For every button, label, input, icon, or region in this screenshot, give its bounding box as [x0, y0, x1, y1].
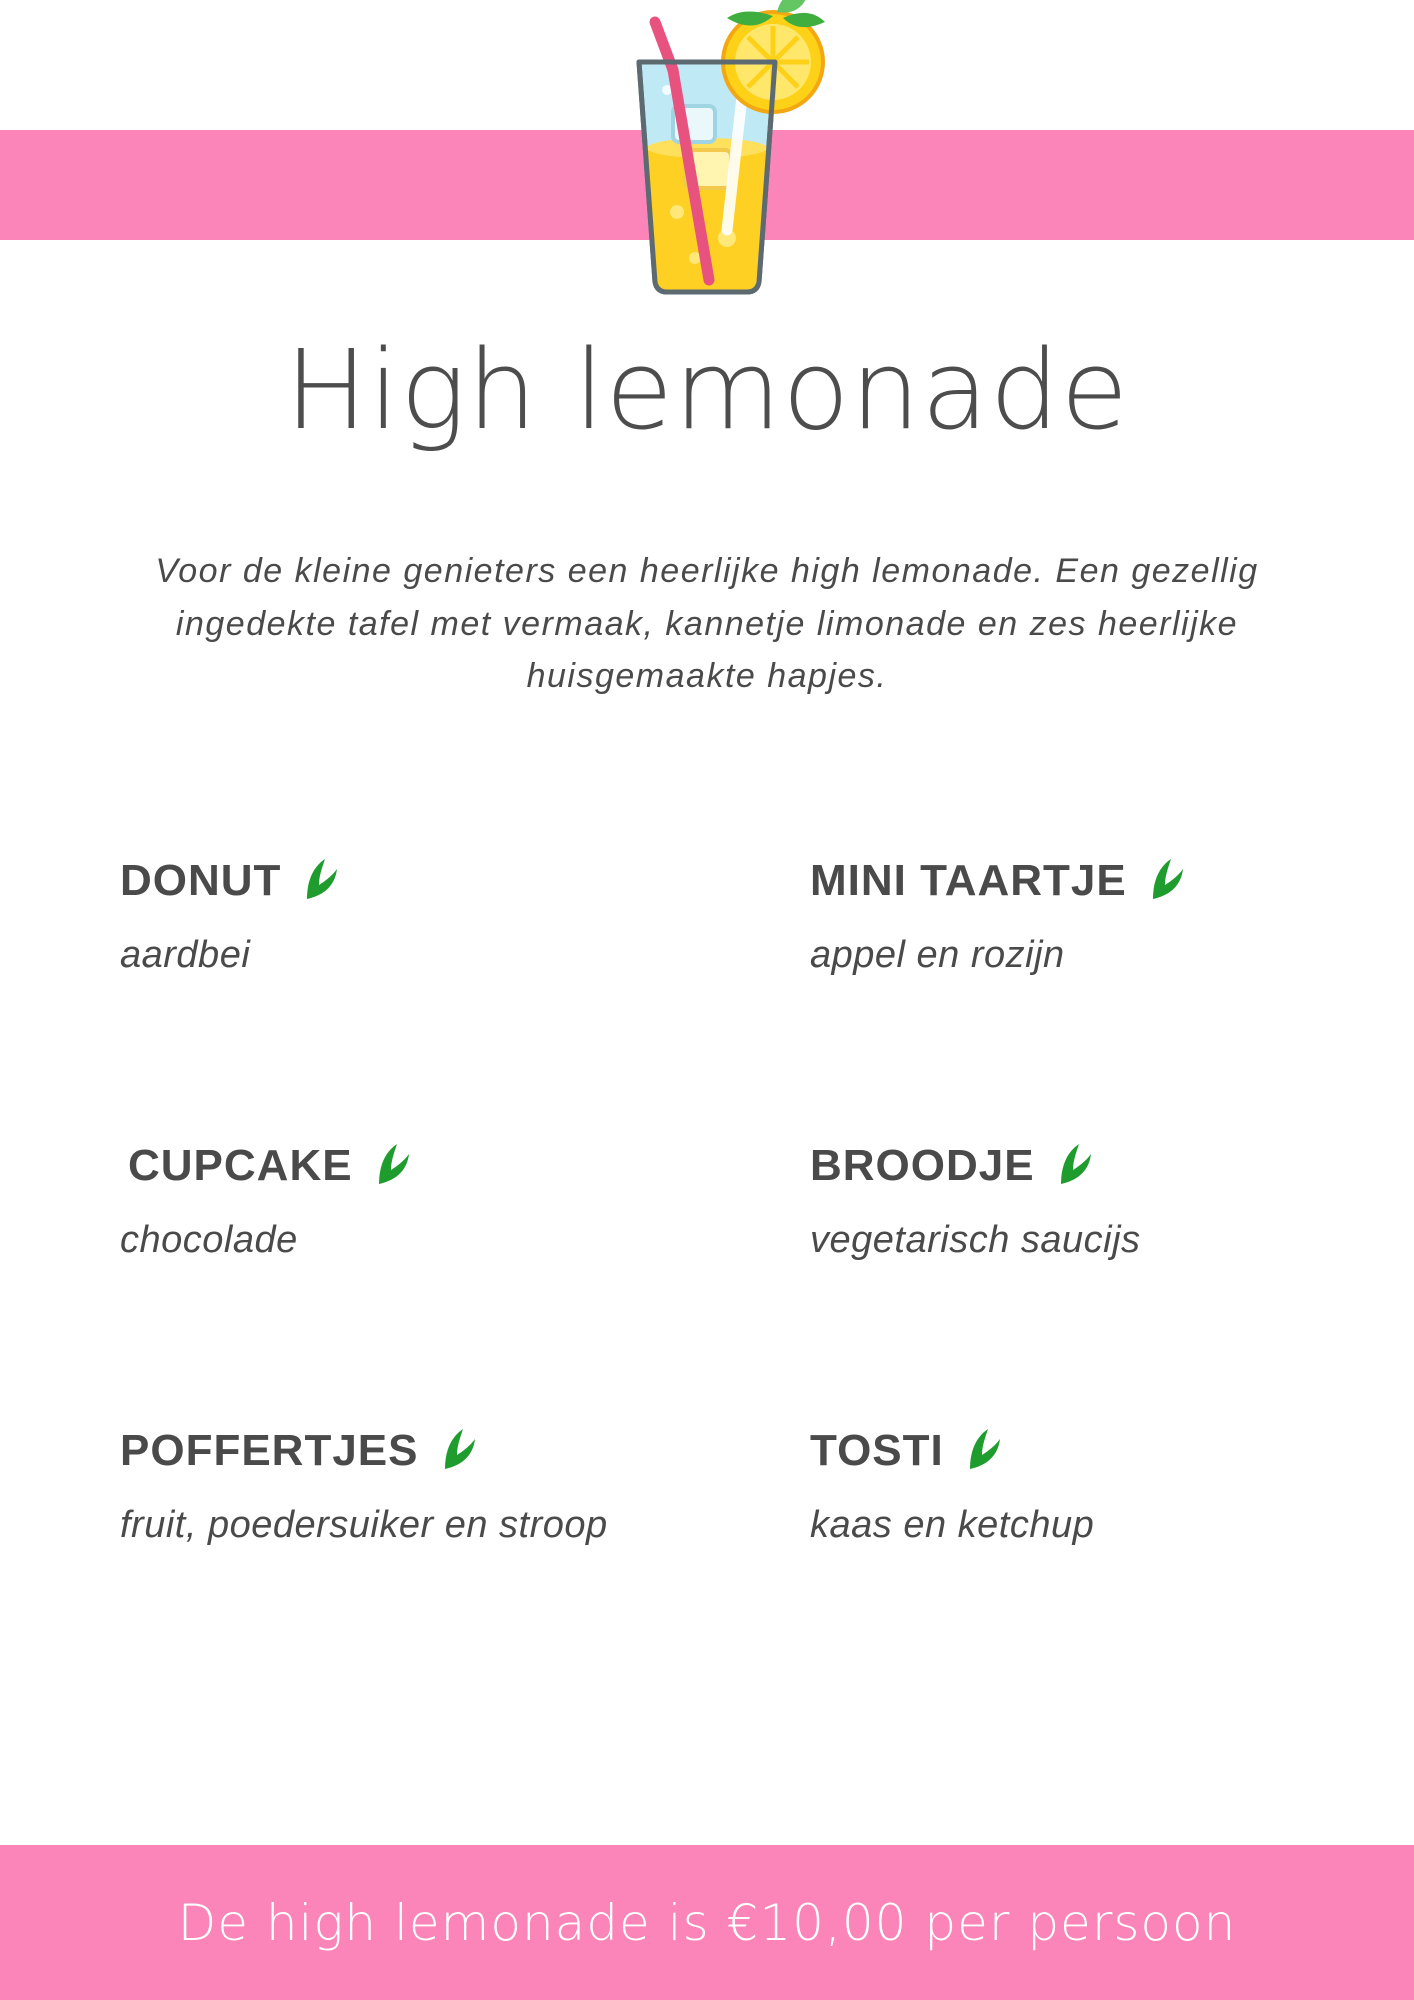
menu-item-name: DONUT: [120, 855, 282, 905]
menu-item-description: appel en rozijn: [810, 934, 1065, 976]
vegetarian-leaf-icon: [962, 1425, 1004, 1476]
vegetarian-leaf-icon: [299, 855, 341, 906]
menu-item: [120, 1425, 810, 1710]
menu-grid: [120, 855, 1300, 1710]
menu-item-description: vegetarisch saucijs: [810, 1219, 1141, 1261]
page-title: High lemonade: [284, 326, 1130, 454]
menu-item-name: BROODJE: [810, 1140, 1035, 1190]
vegetarian-leaf-icon: [437, 1425, 479, 1476]
menu-item-name: MINI TAARTJE: [810, 855, 1127, 905]
footer-price-text: De high lemonade is €10,00 per persoon: [177, 1893, 1237, 1952]
vegetarian-leaf-icon: [1145, 855, 1187, 906]
menu-item-description: chocolade: [120, 1219, 298, 1261]
menu-item: [810, 1140, 1300, 1425]
menu-item-heading: [120, 1140, 790, 1191]
menu-item-heading: [810, 1425, 1280, 1476]
menu-item-name: CUPCAKE: [128, 1140, 353, 1190]
menu-item: [810, 855, 1300, 1140]
intro-paragraph: Voor de kleine genieters een heerlijke high lemonade. Een gezellig ingedekte tafel met vermaak, kannetje limonade en zes heerlijke huisgemaakte hapjes.: [155, 552, 1259, 696]
top-pink-band: [0, 130, 1414, 240]
footer-price-band: [0, 1845, 1414, 2000]
vegetarian-leaf-icon: [371, 1140, 413, 1191]
menu-item-description: kaas en ketchup: [810, 1504, 1095, 1546]
menu-item-description: aardbei: [120, 934, 251, 976]
menu-item-name: POFFERTJES: [120, 1425, 419, 1475]
menu-item: [810, 1425, 1300, 1710]
menu-item-heading: [120, 1425, 790, 1476]
menu-item-heading: [120, 855, 790, 906]
vegetarian-leaf-icon: [1053, 1140, 1095, 1191]
menu-item-heading: [810, 1140, 1280, 1191]
menu-item-heading: [810, 855, 1280, 906]
menu-item-name: TOSTI: [810, 1425, 944, 1475]
menu-item: [120, 855, 810, 1140]
menu-item-description: fruit, poedersuiker en stroop: [120, 1504, 608, 1546]
menu-item: [120, 1140, 810, 1425]
